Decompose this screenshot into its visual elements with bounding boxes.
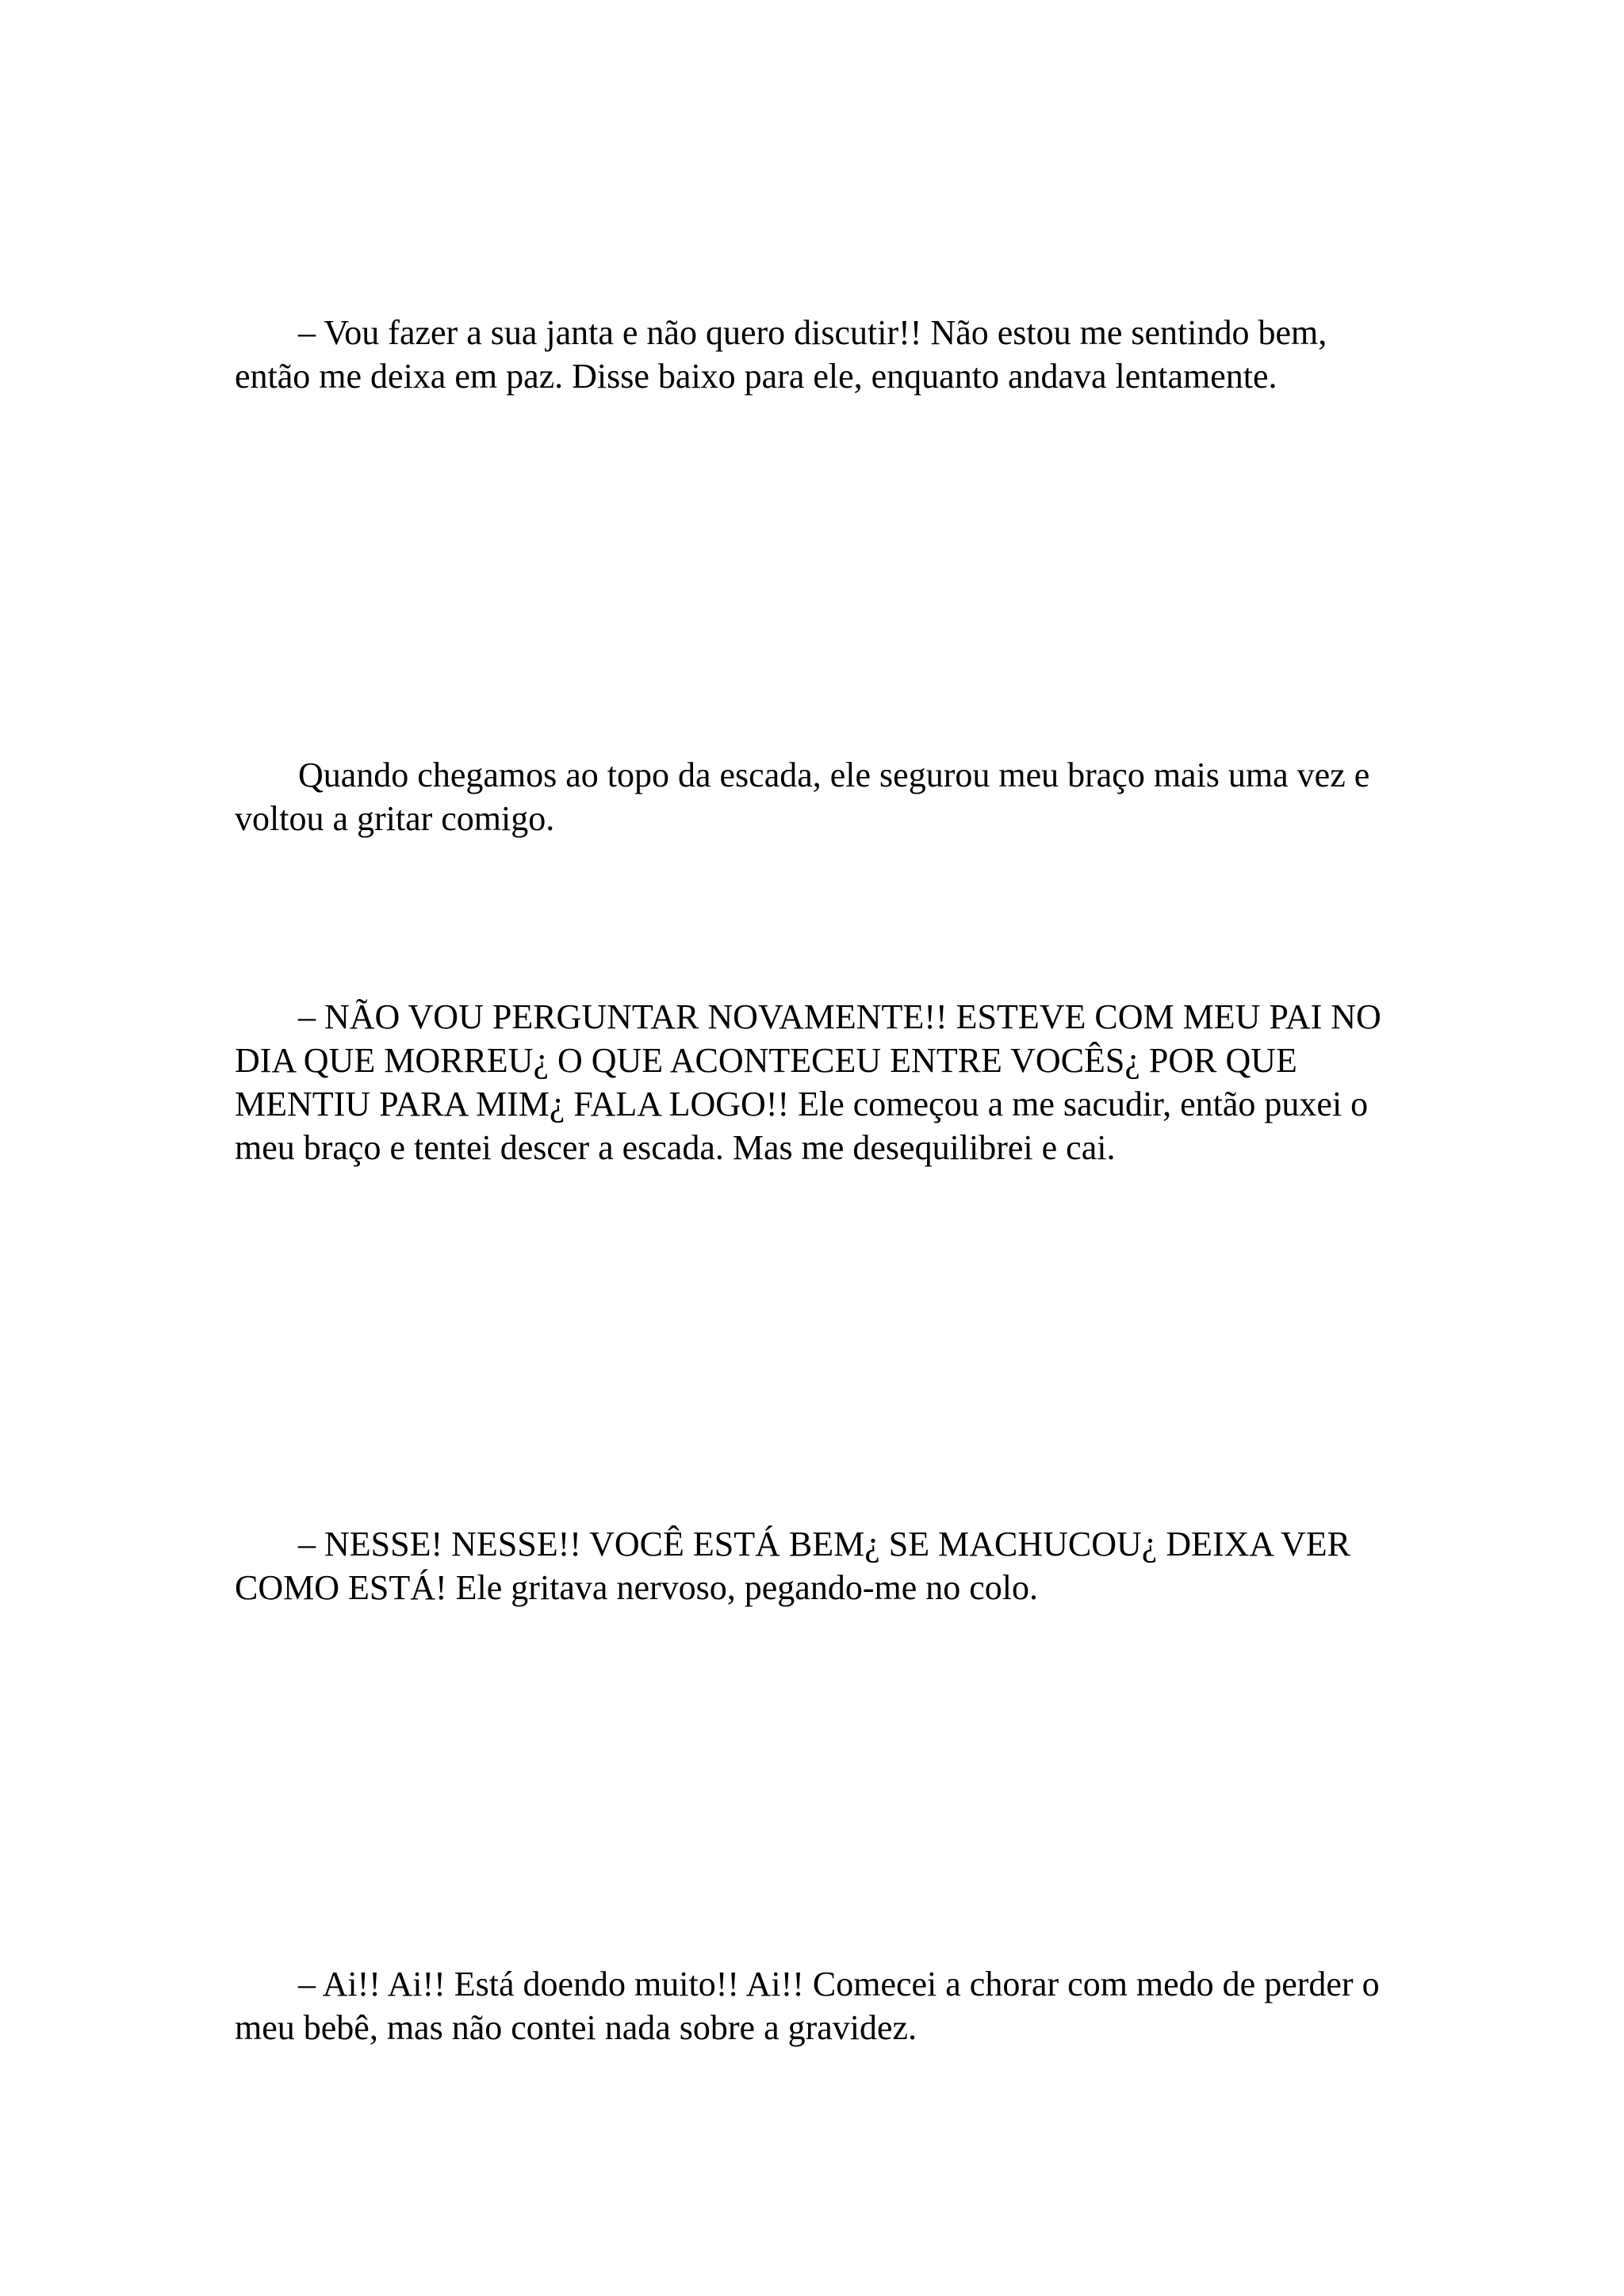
paragraph-dialogue-worried: – NESSE! NESSE!! VOCÊ ESTÁ BEM¿ SE MACHUCOU¿ DEIXA VER COMO ESTÁ! Ele gritava nervoso, pegando-me no colo. <box>235 1525 1350 1607</box>
paragraph-dialogue-dinner: – Vou fazer a sua janta e não quero discutir!! Não estou me sentindo bem, então me deixa em paz. Disse baixo para ele, enquanto andava lentamente. <box>235 313 1327 396</box>
paragraph-dialogue-questions: – NÃO VOU PERGUNTAR NOVAMENTE!! ESTEVE COM MEU PAI NO DIA QUE MORREU¿ O QUE ACONTECEU ENTRE VOCÊS¿ POR QUE MENTIU PARA MIM¿ FALA LOGO!! Ele começou a me sacudir, então puxei o meu braço e tentei descer a escada. Mas me desequilibrei e cai. <box>235 997 1381 1167</box>
paragraph-top-of-stairs: Quando chegamos ao topo da escada, ele segurou meu braço mais uma vez e voltou a gritar comigo. <box>235 756 1370 838</box>
paragraph-dialogue-pain: – Ai!! Ai!! Está doendo muito!! Ai!! Comecei a chorar com medo de perder o meu bebê, mas não contei nada sobre a gravidez. <box>235 1965 1380 2047</box>
